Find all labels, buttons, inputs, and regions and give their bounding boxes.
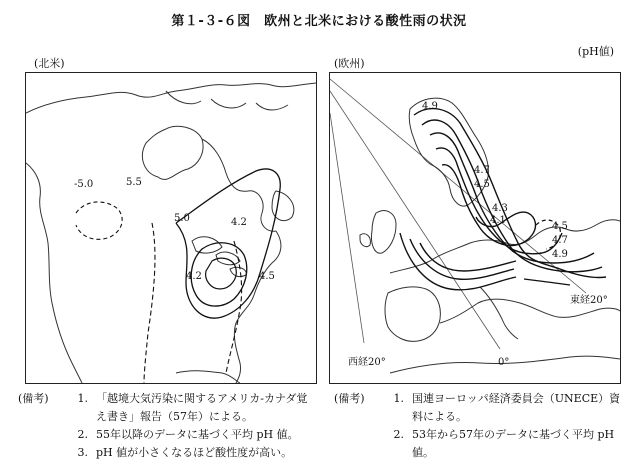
note-text: pH 値が小さくなるほど酸性度が高い。 [96,446,293,459]
isoline-label: 4.7 [552,235,568,246]
isoline-label: 4.5 [259,271,275,282]
isoline-5-0-west-dashed [76,202,122,239]
notes-heading: (備考) [18,392,49,405]
arctic-islands [166,91,288,110]
note-number: 3. [77,446,88,459]
note-number: 2. [77,428,88,441]
meridian-west-20 [330,113,364,343]
atlantic-coast [234,231,281,383]
isoline-4-5-east [524,279,570,285]
note-text: 55年以降のデータに基づく平均 pH 値。 [96,428,299,441]
meridian-label: 0° [498,357,510,368]
note-number: 1. [393,392,404,405]
isoline-label: -5.0 [74,179,94,190]
europe-map [329,72,621,384]
meridian-label: 東経20° [570,295,608,306]
note-text: 国連ヨーロッパ経済委員会（UNECE）資料による。 [412,392,621,423]
isoline-label: 4.2 [231,217,247,228]
isoline-label: 4.5 [552,221,568,232]
note-number: 1. [77,392,88,405]
pacific-coast [26,163,82,383]
north-america-map [25,72,317,384]
meridian-label: 西経20° [348,357,386,368]
iberia-outline [385,287,440,341]
isoline-5-5-dashed [144,223,155,383]
isoline-label: 4.7 [474,165,490,176]
north-america-notes [18,390,308,462]
isoline-label: 4.2 [186,271,202,282]
notes-heading: (備考) [334,392,365,405]
note-text: 53年から57年のデータに基づく平均 pH 値。 [412,428,615,459]
na-coastline [26,83,316,113]
note-number: 2. [393,428,404,441]
isoline-4-9 [400,109,606,290]
unit-label: (pH値) [577,45,614,58]
europe-label: (欧州) [334,57,365,70]
isoline-label: 4.3 [492,203,508,214]
note-text: 「越境大気汚染に関するアメリカ-カナダ覚え書き」報告（57年）による。 [96,392,308,423]
isoline-label: 4.9 [422,101,438,112]
north-america-label: (北米) [34,57,65,70]
isoline-label: 4.9 [552,249,568,260]
british-isles [360,211,396,254]
continental-coast [390,220,620,273]
figure-title: 第１-３-６図 欧州と北米における酸性雨の状況 [171,14,467,29]
isoline-label: 4.5 [474,179,490,190]
florida-gulf [176,371,240,383]
isoline-label: 5.0 [174,213,190,224]
meridian-east-20 [330,79,586,293]
isoline-label: 4.1 [490,215,506,226]
italy-outline [480,287,518,339]
isoline-label: 5.5 [126,177,142,188]
europe-notes [334,390,624,462]
hudson-bay-outline [142,126,203,179]
